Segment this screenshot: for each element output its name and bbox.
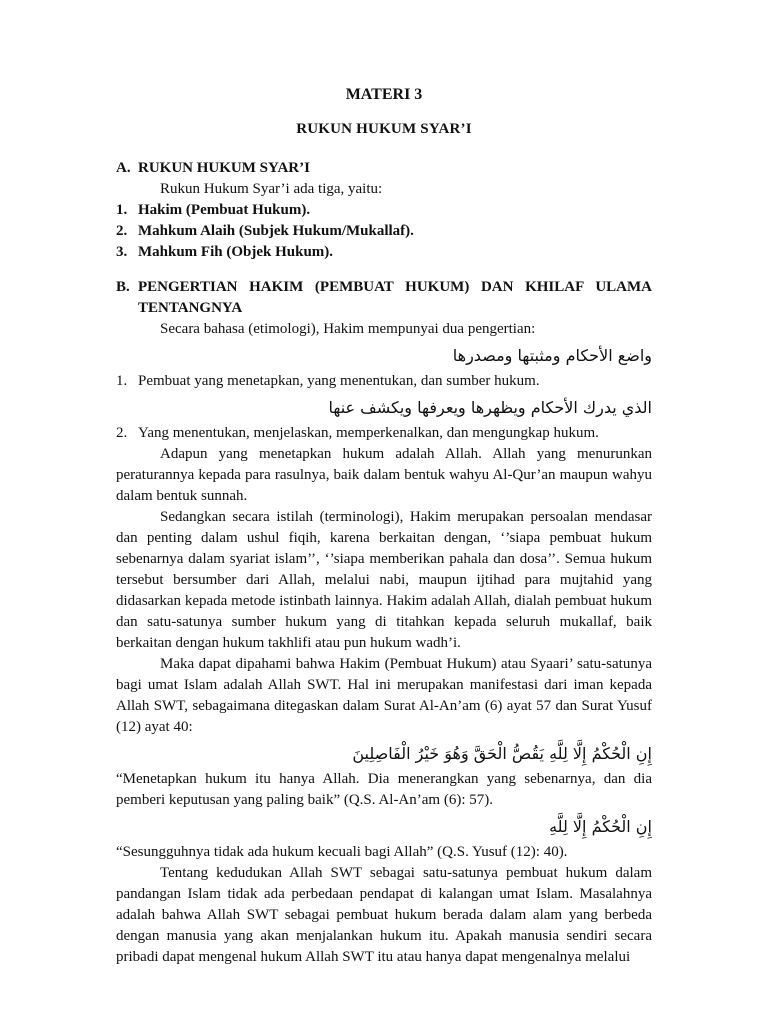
definition-item-2 <box>116 423 652 444</box>
arabic-definition-2: الذي يدرك الأحكام ويظهرها ويعرفها ويكشف عنها <box>328 398 652 417</box>
section-a-heading <box>116 158 652 179</box>
paragraph-4: Tentang kedudukan Allah SWT sebagai satu-satunya pembuat hukum dalam pandangan Islam tidak ada perbedaan pendapat di kalangan umat Islam. Masalahnya adalah bahwa Allah SWT sebagai pembuat hukum berada dalam alam yang berbeda dengan manusia yang akan menjalankan hukum itu. Apakah manusia sendiri secara pribadi dapat mengenal hukum Allah SWT itu atau hanya dapat mengenalnya melalui <box>116 865 652 965</box>
list-item-text: Mahkum Fih (Objek Hukum). <box>138 244 334 260</box>
definition-marker: 1. <box>116 373 128 389</box>
list-item <box>116 242 652 263</box>
paragraph-3: Maka dapat dipahami bahwa Hakim (Pembuat Hukum) atau Syaari’ satu-satunya bagi umat Islam adalah Allah SWT. Hal ini merupakan manifestasi dari iman kepada Allah SWT, sebagaimana ditegaskan dalam Surat Al-An’am (6) ayat 57 dan Surat Yusuf (12) ayat 40: <box>116 656 652 735</box>
arabic-definition-1: واضع الأحكام ومثبتها ومصدرها <box>452 346 652 365</box>
paragraph-1: Adapun yang menetapkan hukum adalah Allah. Allah yang menurunkan peraturannya kepada para rasulnya, baik dalam bentuk wahyu Al-Qur’an maupun wahyu dalam bentuk sunnah. <box>116 446 652 504</box>
list-item-marker: 3. <box>116 244 128 260</box>
page-subtitle: RUKUN HUKUM SYAR’I <box>296 121 472 137</box>
definition-marker: 2. <box>116 425 128 441</box>
verse-translation-2: “Sesungguhnya tidak ada hukum kecuali bagi Allah” (Q.S. Yusuf (12): 40). <box>116 844 568 860</box>
page-title: MATERI 3 <box>345 86 423 103</box>
section-b-heading <box>116 277 652 319</box>
section-b-heading-text: PENGERTIAN HAKIM (PEMBUAT HUKUM) DAN KHILAF ULAMA TENTANGNYA <box>138 279 652 316</box>
section-b-marker: B. <box>116 279 130 295</box>
arabic-verse-1: إِنِ الْحُكْمُ إِلَّا لِلَّهِ يَقُصُّ الْحَقَّ وَهُوَ خَيْرُ الْفَاصِلِينَ <box>352 744 652 763</box>
paragraph-2: Sedangkan secara istilah (terminologi), Hakim merupakan persoalan mendasar dan penting dalam ushul fiqih, karena berkaitan dengan, ‘’siapa pembuat hukum sebenarnya dalam syariat islam’’, ‘’siapa memberikan pahala dan dosa’’. Semua hukum tersebut bersumber dari Allah, melalui nabi, maupun ijtihad para mujtahid yang didasarkan kepada metode istinbath lainnya. Hakim adalah Allah, dialah pembuat hukum dan satu-satunya sumber hukum yang di titahkan kepada seluruh mukallaf, baik berkaitan dengan hukum takhlifi atau pun hukum wadh’i. <box>116 509 652 651</box>
section-a-marker: A. <box>116 160 131 176</box>
list-item-text: Hakim (Pembuat Hukum). <box>138 202 311 218</box>
list-item <box>116 221 652 242</box>
definition-item-1 <box>116 371 652 392</box>
list-item-marker: 1. <box>116 202 128 218</box>
arabic-verse-2: إِنِ الْحُكْمُ إِلَّا لِلَّهِ <box>549 817 652 836</box>
verse-translation-1: “Menetapkan hukum itu hanya Allah. Dia menerangkan yang sebenarnya, dan dia pemberi keputusan yang paling baik” (Q.S. Al-An’am (6): 57). <box>116 771 652 808</box>
section-a-heading-text: RUKUN HUKUM SYAR’I <box>138 160 310 176</box>
section-b-intro: Secara bahasa (etimologi), Hakim mempunyai dua pengertian: <box>160 321 536 337</box>
list-item-marker: 2. <box>116 223 128 239</box>
definition-text: Pembuat yang menetapkan, yang menentukan, dan sumber hukum. <box>138 373 540 389</box>
section-gap <box>116 263 652 277</box>
section-a-intro: Rukun Hukum Syar’i ada tiga, yaitu: <box>160 181 383 197</box>
definition-text: Yang menentukan, menjelaskan, memperkenalkan, dan mengungkap hukum. <box>138 425 599 441</box>
list-item <box>116 200 652 221</box>
list-item-text: Mahkum Alaih (Subjek Hukum/Mukallaf). <box>138 223 414 239</box>
